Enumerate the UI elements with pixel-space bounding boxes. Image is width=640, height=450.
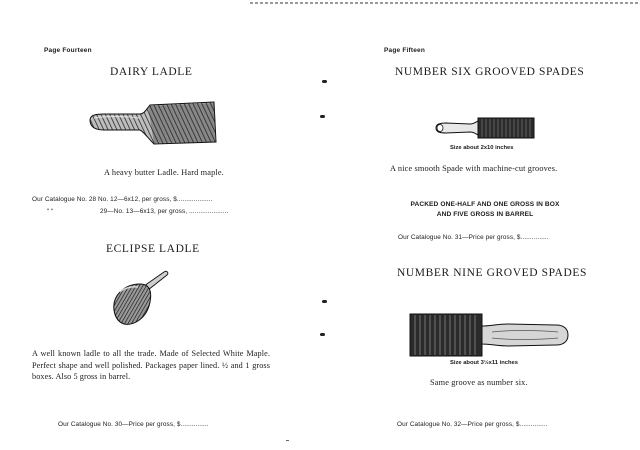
six-spade-illustration — [434, 114, 536, 142]
eclipse-catalogue-line: Our Catalogue No. 30—Price per gross, $............... — [58, 421, 209, 428]
right-page-label: Page Fifteen — [384, 47, 426, 54]
eclipse-ladle-illustration — [110, 270, 170, 328]
dairy-ladle-heading: DAIRY LADLE — [110, 66, 193, 78]
eclipse-ladle-heading: ECLIPSE LADLE — [106, 243, 200, 255]
six-catalogue-line: Our Catalogue No. 31—Price per gross, $............... — [398, 234, 549, 241]
packing-line-1: PACKED ONE-HALF AND ONE GROSS IN BOX — [410, 201, 560, 208]
left-page-label: Page Fourteen — [44, 47, 92, 54]
packing-line-2: AND FIVE GROSS IN BARREL — [436, 211, 534, 218]
six-spade-heading: NUMBER SIX GROOVED SPADES — [395, 66, 585, 78]
nine-spade-heading: NUMBER NINE GROVED SPADES — [397, 267, 587, 279]
nine-catalogue-line: Our Catalogue No. 32—Price per gross, $............... — [397, 421, 548, 428]
nine-spade-size: Size about 3½x11 inches — [450, 360, 518, 366]
six-spade-caption: A nice smooth Spade with machine-cut grooves. — [390, 164, 558, 173]
gutter-mark — [322, 300, 327, 303]
dairy-catalogue-line-1: Our Catalogue No. 28 No. 12—6x12, per gross, $................... — [32, 196, 213, 203]
gutter-mark — [322, 80, 327, 83]
gutter-mark — [320, 333, 325, 336]
nine-spade-illustration — [408, 312, 570, 358]
ditto-marks: “ “ — [47, 208, 54, 215]
eclipse-ladle-description: A well known ladle to all the trade. Made of Selected White Maple. Perfect shape and well polished. Packages paper lined. ½ and 1 gross boxes. Also 5 gross in barrel. — [32, 349, 270, 381]
packing-note — [380, 200, 590, 220]
dairy-ladle-illustration — [84, 98, 219, 148]
dairy-catalogue-line-2: 29—No. 13—6x13, per gross, ..................... — [100, 208, 229, 215]
speck — [286, 440, 289, 441]
six-spade-size: Size about 2x10 inches — [450, 145, 514, 151]
gutter-mark — [320, 115, 325, 118]
nine-spade-caption: Same groove as number six. — [430, 378, 528, 387]
top-edge-rule — [250, 2, 638, 4]
dairy-ladle-caption: A heavy butter Ladle. Hard maple. — [104, 168, 224, 177]
